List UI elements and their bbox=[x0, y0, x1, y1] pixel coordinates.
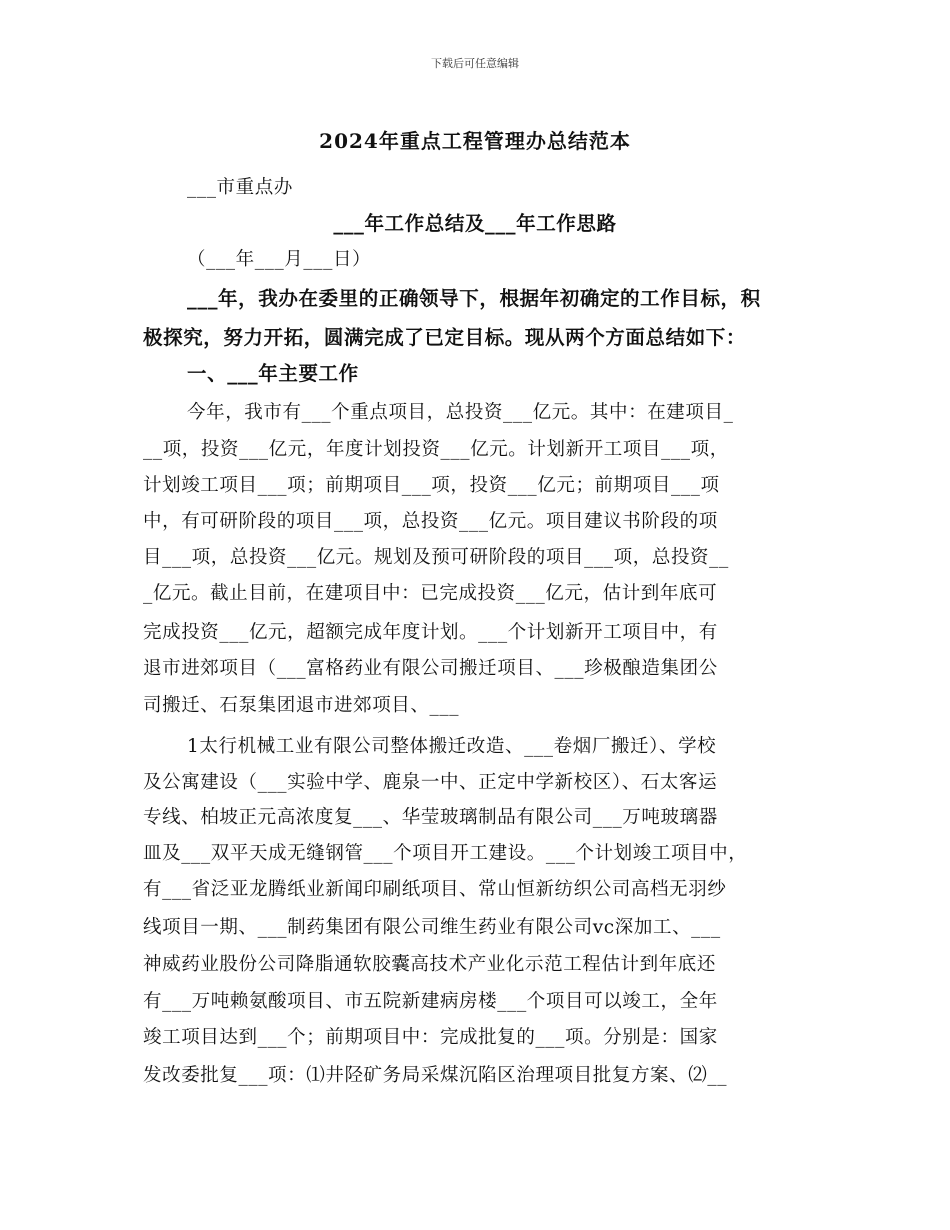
paragraph-line: 计划竣工项目___项；前期项目___项，投资___亿元；前期项目___项 bbox=[143, 475, 720, 496]
section-heading: 一、___年主要工作 bbox=[187, 362, 359, 385]
date-line: （___年___月___日） bbox=[187, 249, 372, 270]
paragraph-line: __项，投资___亿元，年度计划投资___亿元。计划新开工项目___项， bbox=[143, 439, 729, 460]
paragraph-line: 线项目一期、___制药集团有限公司维生药业有限公司vc深加工、___ bbox=[143, 917, 721, 938]
paragraph-line: 今年，我市有___个重点项目，总投资___亿元。其中：在建项目_ bbox=[187, 402, 734, 423]
paragraph-line: 1太行机械工业有限公司整体搬迁改造、___卷烟厂搬迁）、学校 bbox=[187, 736, 717, 757]
paragraph-line: 完成投资___亿元，超额完成年度计划。___个计划新开工项目中，有 bbox=[143, 622, 718, 643]
organization-line: ___市重点办 bbox=[187, 177, 293, 198]
paragraph-line: 皿及___双平天成无缝钢管___个项目开工建设。___个计划竣工项目中， bbox=[143, 843, 748, 864]
document-title: 2024年重点工程管理办总结范本 bbox=[319, 129, 631, 153]
paragraph-line: 司搬迁、石泵集团退市进郊项目、___ bbox=[143, 695, 460, 716]
paragraph-line: 有___万吨赖氨酸项目、市五院新建病房楼___个项目可以竣工，全年 bbox=[143, 991, 718, 1012]
paragraph-line: _亿元。截止目前，在建项目中：已完成投资___亿元，估计到年底可 bbox=[143, 583, 718, 604]
header-note: 下载后可任意编辑 bbox=[431, 57, 519, 70]
paragraph-line: 有___省泛亚龙腾纸业新闻印刷纸项目、常山恒新纺织公司高档无羽纱 bbox=[143, 879, 727, 900]
paragraph-line: 及公寓建设（___实验中学、鹿泉一中、正定中学新校区）、石太客运 bbox=[143, 772, 718, 793]
paragraph-line: 发改委批复___项：⑴井陉矿务局采煤沉陷区治理项目批复方案、⑵__ bbox=[143, 1065, 728, 1086]
intro-line: 极探究，努力开拓，圆满完成了已定目标。现从两个方面总结如下： bbox=[143, 326, 747, 349]
subtitle: ___年工作总结及___年工作思路 bbox=[333, 212, 617, 235]
paragraph-line: 神威药业股份公司降脂通软胶囊高技术产业化示范工程估计到年底还 bbox=[143, 954, 717, 975]
intro-line: ___年，我办在委里的正确领导下，根据年初确定的工作目标，积 bbox=[187, 287, 761, 310]
paragraph-line: 竣工项目达到___个；前期项目中：完成批复的___项。分别是：国家 bbox=[143, 1027, 718, 1048]
paragraph-line: 退市进郊项目（___富格药业有限公司搬迁项目、___珍极酿造集团公 bbox=[143, 658, 718, 679]
paragraph-line: 中，有可研阶段的项目___项，总投资___亿元。项目建议书阶段的项 bbox=[143, 511, 718, 532]
paragraph-line: 目___项，总投资___亿元。规划及预可研阶段的项目___项，总投资__ bbox=[143, 547, 729, 568]
paragraph-line: 专线、柏坡正元高浓度复___、华莹玻璃制品有限公司___万吨玻璃器 bbox=[143, 807, 718, 828]
